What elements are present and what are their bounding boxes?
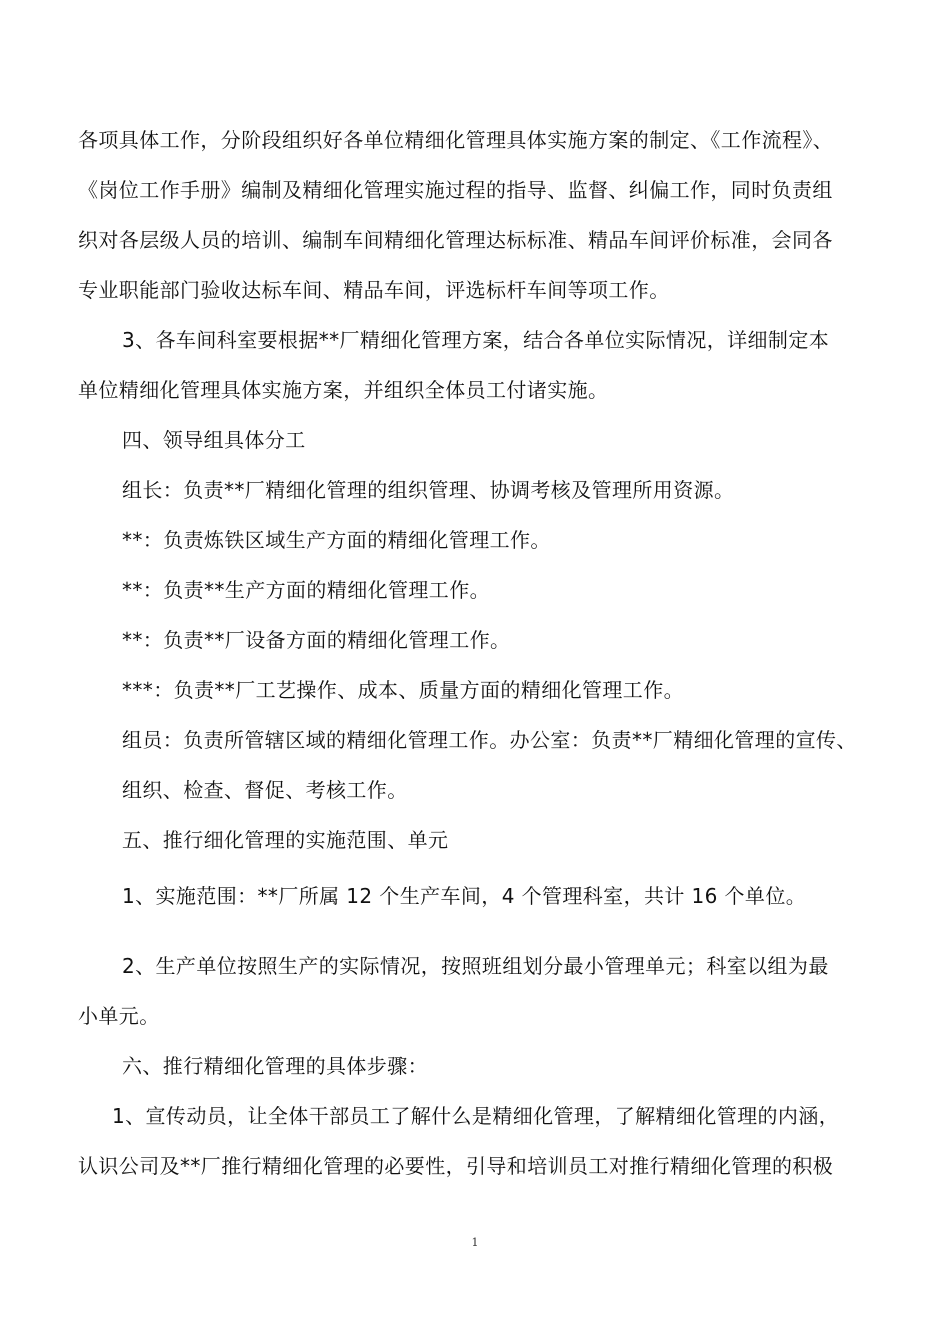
section-heading: 四、领导组具体分工 (122, 428, 306, 452)
text-line: 认识公司及**厂推行精细化管理的必要性，引导和培训员工对推行精细化管理的积极 (78, 1154, 834, 1178)
page-number: 1 (471, 1236, 479, 1249)
text-line: 专业职能部门验收达标车间、精品车间，评选标杆车间等项工作。 (78, 278, 670, 302)
text-line: **：负责**生产方面的精细化管理工作。 (122, 578, 490, 602)
text-line: **：负责炼铁区域生产方面的精细化管理工作。 (122, 528, 551, 552)
text-line: 2、生产单位按照生产的实际情况，按照班组划分最小管理单元；科室以组为最 (122, 954, 829, 978)
text-line: 组员：负责所管辖区域的精细化管理工作。办公室：负责**厂精细化管理的宣传、 (122, 728, 857, 752)
text-line: 1、宣传动员，让全体干部员工了解什么是精细化管理，了解精细化管理的内涵， (112, 1104, 840, 1128)
text-line: 织对各层级人员的培训、编制车间精细化管理达标标准、精品车间评价标准，会同各 (78, 228, 833, 252)
section-heading: 六、推行精细化管理的具体步骤： (122, 1054, 428, 1078)
text-line: 小单元。 (78, 1004, 160, 1028)
text-line: 3、各车间科室要根据**厂精细化管理方案，结合各单位实际情况，详细制定本 (122, 328, 830, 352)
text-line: 组织、检查、督促、考核工作。 (122, 778, 408, 802)
section-heading: 五、推行细化管理的实施范围、单元 (122, 828, 449, 852)
text-line: ***：负责**厂工艺操作、成本、质量方面的精细化管理工作。 (122, 678, 684, 702)
text-line: 1、实施范围：**厂所属 12 个生产车间，4 个管理科室，共计 16 个单位。 (122, 884, 807, 908)
text-line: **：负责**厂设备方面的精细化管理工作。 (122, 628, 511, 652)
text-line: 组长：负责**厂精细化管理的组织管理、协调考核及管理所用资源。 (122, 478, 735, 502)
text-line: 《岗位工作手册》编制及精细化管理实施过程的指导、监督、纠偏工作，同时负责组 (78, 178, 833, 202)
text-line: 各项具体工作，分阶段组织好各单位精细化管理具体实施方案的制定、《工作流程》、 (78, 128, 834, 152)
text-line: 单位精细化管理具体实施方案，并组织全体员工付诸实施。 (78, 378, 609, 402)
